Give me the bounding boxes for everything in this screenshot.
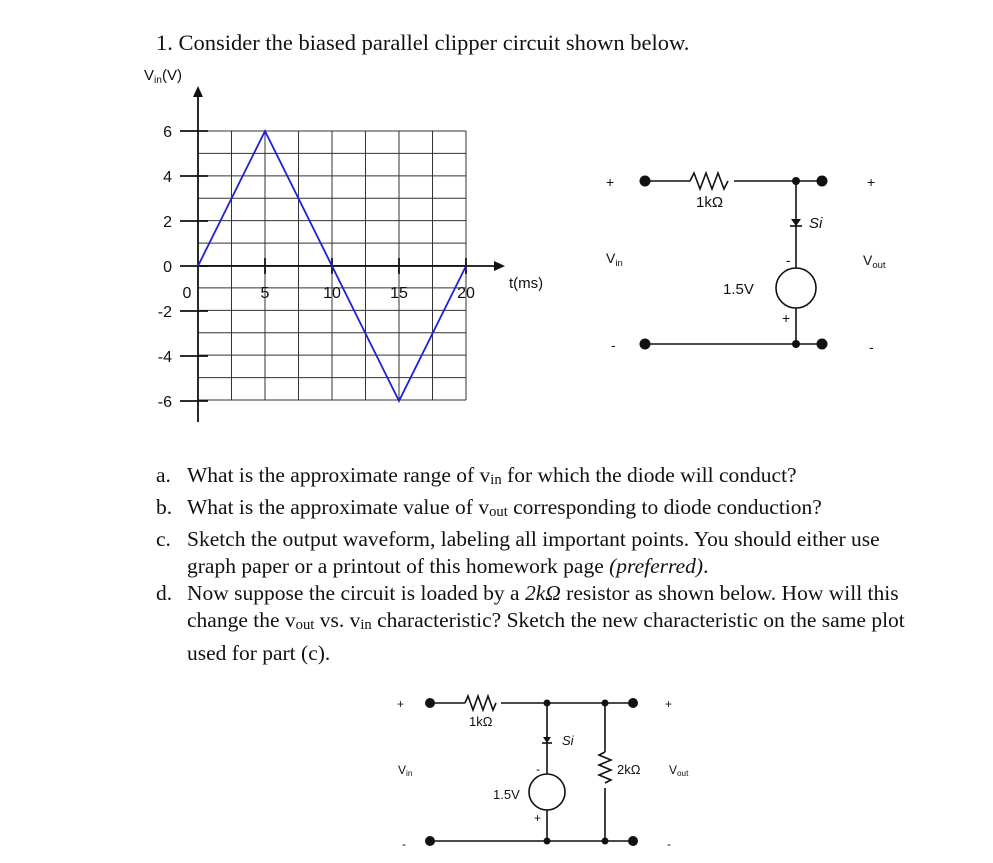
diode-label: Si — [562, 733, 574, 748]
question-text: for which the diode will conduct? — [501, 463, 797, 487]
diode-label: Si — [809, 215, 823, 232]
vin-minus-sign: - — [402, 837, 406, 851]
vout-plus-sign: + — [665, 697, 673, 711]
x-tick-label: 0 — [182, 285, 192, 302]
vout-label: Vout — [669, 763, 689, 778]
vout-label: $V_{out}$ — [863, 252, 886, 271]
source-minus: - — [786, 252, 791, 268]
subscript: out — [489, 504, 508, 521]
load-resistor-2k-symbol — [599, 752, 611, 783]
terminal-vout-minus — [628, 836, 638, 846]
question-text: What is the approximate range of v — [187, 463, 491, 487]
source-plus: + — [534, 811, 542, 825]
y-axis-label: $V_{in}(V)$ — [144, 67, 182, 86]
y-tick-label: 4 — [163, 169, 172, 186]
terminal-vin-minus — [425, 836, 435, 846]
subscript: out — [295, 617, 315, 634]
question-text: (preferred) — [609, 554, 704, 579]
vin-label: $V_{in}$ — [606, 250, 623, 269]
load-resistor-label: 2kΩ — [617, 762, 641, 777]
vout-minus-sign: - — [869, 339, 874, 355]
y-tick-label: 0 — [163, 259, 172, 276]
question-label: d. — [156, 581, 173, 606]
terminal-vin-plus — [425, 698, 435, 708]
x-tick-label: 10 — [323, 285, 341, 302]
problem-statement: Consider the biased parallel clipper circuit shown below. — [178, 30, 690, 55]
terminal-vout-plus — [628, 698, 638, 708]
x-tick-label: 5 — [260, 285, 270, 302]
subscript: in — [360, 617, 372, 634]
question-text: resistor as shown below. How will this change the v — [187, 581, 899, 633]
y-tick-label: 2 — [163, 214, 172, 231]
source-label: 1.5V — [723, 281, 754, 298]
vin-plus-sign: + — [397, 697, 405, 711]
source-label: 1.5V — [493, 787, 520, 802]
question-text: Sketch the output waveform, labeling all important points. You should either use graph paper or a printout of this homework page — [187, 527, 880, 579]
vin-minus-sign: - — [611, 337, 616, 353]
source-minus: - — [536, 762, 540, 776]
vout-minus-sign: - — [667, 837, 671, 851]
x-tick-label: 20 — [457, 285, 475, 302]
question-label: b. — [156, 495, 173, 520]
node-junction — [544, 838, 551, 845]
question-text: . — [703, 554, 709, 579]
x-axis-label: t(ms) — [509, 275, 544, 292]
node-junction — [602, 700, 609, 707]
y-tick-label: 6 — [163, 124, 172, 141]
vin-label: Vin — [398, 763, 413, 778]
question-text: vs. v — [314, 608, 361, 633]
question-text: characteristic? Sketch the new characteristic on the same plot used for part (c). — [187, 608, 905, 665]
diode-symbol — [543, 737, 551, 743]
resistor-1k-symbol — [465, 696, 496, 710]
question-text: Now suppose the circuit is loaded by a — [187, 581, 525, 606]
vout-plus-sign: + — [867, 174, 876, 190]
y-tick-label: -6 — [157, 394, 172, 411]
dc-source-symbol — [529, 774, 565, 810]
resistor-label: 1kΩ — [696, 194, 724, 211]
node-junction — [602, 838, 609, 845]
node-junction — [544, 700, 551, 707]
y-tick-label: -2 — [157, 304, 172, 321]
question-text: 2kΩ — [524, 581, 561, 606]
problem-number: 1. — [156, 30, 173, 55]
question-text: corresponding to diode conduction? — [507, 495, 822, 520]
x-tick-label: 15 — [390, 285, 408, 302]
question-label: a. — [156, 463, 171, 487]
subscript: in — [490, 472, 502, 489]
y-tick-label: -4 — [157, 349, 172, 366]
question-label: c. — [156, 527, 171, 552]
question-text: What is the approximate value of v — [187, 495, 490, 520]
resistor-label: 1kΩ — [469, 714, 493, 729]
vin-plus-sign: + — [606, 174, 615, 190]
source-plus: + — [782, 310, 791, 326]
